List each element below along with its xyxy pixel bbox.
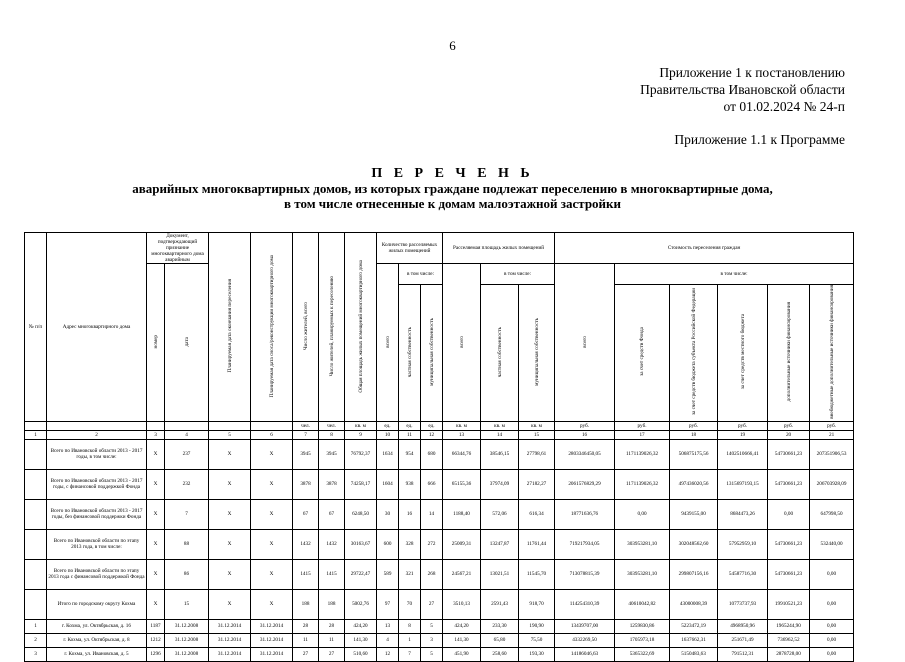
- table-cell: 5150483,63: [670, 647, 718, 661]
- table-cell: X: [251, 499, 293, 529]
- appendix-block: [640, 64, 845, 115]
- table-cell: 31.12.2014: [209, 647, 251, 661]
- row-number-cell: 3: [25, 647, 47, 661]
- table-cell: 11: [319, 633, 345, 647]
- unit-cell: руб.: [555, 421, 615, 430]
- header-extra: дополнительные источники финансирования: [768, 285, 810, 422]
- table-cell: 70: [399, 589, 421, 619]
- table-cell: 2803346450,05: [555, 439, 615, 469]
- units-row: [25, 421, 854, 430]
- header-local: за счет средств местного бюджета: [718, 285, 768, 422]
- table-cell: 299807156,16: [670, 559, 718, 589]
- table-cell: 1415: [293, 559, 319, 589]
- table-cell: 8: [399, 619, 421, 633]
- unit-cell: ед.: [421, 421, 443, 430]
- header-doc: Документ, подтверждающий признание многоквартирного дома аварийным: [147, 233, 209, 264]
- table-cell: 43000008,39: [670, 589, 718, 619]
- table-cell: 303953281,10: [615, 529, 670, 559]
- table-cell: 1212: [147, 633, 165, 647]
- table-cell: 65,80: [481, 633, 519, 647]
- table-cell: X: [147, 529, 165, 559]
- table-cell: 10773737,93: [718, 589, 768, 619]
- table-cell: 5: [421, 647, 443, 661]
- table-row: [25, 559, 854, 589]
- table-cell: 258,60: [481, 647, 519, 661]
- unit-cell: руб.: [670, 421, 718, 430]
- header-rooms-private: частная собственность: [399, 285, 421, 422]
- table-cell: 28: [293, 619, 319, 633]
- table-cell: 38546,15: [481, 439, 519, 469]
- column-number-cell: 11: [399, 430, 421, 439]
- table-cell: 0,00: [810, 559, 854, 589]
- column-number-cell: 8: [319, 430, 345, 439]
- row-number-cell: 2: [25, 633, 47, 647]
- unit-cell: руб.: [718, 421, 768, 430]
- table-cell: 25009,31: [443, 529, 481, 559]
- row-number-cell: [25, 559, 47, 589]
- row-label-cell: Всего по Ивановской области по этапу 2013 года, в том числе:: [47, 529, 147, 559]
- table-cell: 1432: [293, 529, 319, 559]
- column-number-cell: 6: [251, 430, 293, 439]
- table-cell: 31.12.2008: [165, 633, 209, 647]
- table-cell: 1259830,86: [615, 619, 670, 633]
- table-cell: 207351906,53: [810, 439, 854, 469]
- unit-cell-empty: [25, 421, 47, 430]
- header-total-area: Общая площадь жилых помещений многоквартирного дома: [345, 233, 377, 422]
- header-area-private: частная собственность: [481, 285, 519, 422]
- table-cell: 19910521,23: [768, 589, 810, 619]
- row-label-cell: Всего по Ивановской области 2013 - 2017 годы, в том числе:: [47, 439, 147, 469]
- table-cell: 13247,87: [481, 529, 519, 559]
- header-planned-end: Планируемая дата окончания переселения: [209, 233, 251, 422]
- table-row: [25, 439, 854, 469]
- table-cell: 141,30: [345, 633, 377, 647]
- table-cell: 31.12.2014: [251, 633, 293, 647]
- row-number-cell: [25, 589, 47, 619]
- table-cell: 13: [377, 619, 399, 633]
- table-cell: 3878: [319, 469, 345, 499]
- document-title: [0, 166, 905, 211]
- table-cell: 791512,31: [718, 647, 768, 661]
- unit-cell-empty: [165, 421, 209, 430]
- table-cell: 5: [421, 619, 443, 633]
- table-cell: X: [209, 469, 251, 499]
- appendix-line-2: Правительства Ивановской области: [640, 82, 845, 97]
- table-cell: 31.12.2008: [165, 647, 209, 661]
- column-number-cell: 3: [147, 430, 165, 439]
- row-label-cell: г. Кохма, ул. Октябрьская, д. 8: [47, 633, 147, 647]
- column-number-cell: 21: [810, 430, 854, 439]
- table-cell: 321: [399, 559, 421, 589]
- unit-cell-empty: [147, 421, 165, 430]
- table-cell: 572,06: [481, 499, 519, 529]
- table-cell: 27798,61: [519, 439, 555, 469]
- table-cell: 532440,00: [810, 529, 854, 559]
- table-cell: 188: [293, 589, 319, 619]
- row-number-cell: [25, 439, 47, 469]
- table-cell: 3945: [319, 439, 345, 469]
- table-cell: 11761,44: [519, 529, 555, 559]
- header-num: № п/п: [25, 233, 47, 422]
- row-label-cell: Итого по городскому округу Кохма: [47, 589, 147, 619]
- header-address: Адрес многоквартирного дома: [47, 233, 147, 422]
- table-cell: 8684473,26: [718, 499, 768, 529]
- column-number-cell: 7: [293, 430, 319, 439]
- column-number-cell: 10: [377, 430, 399, 439]
- table-cell: 4: [377, 633, 399, 647]
- table-cell: 680: [421, 439, 443, 469]
- table-cell: 1296: [147, 647, 165, 661]
- header-cost-incl: в том числе:: [615, 264, 854, 285]
- table-cell: 12: [377, 647, 399, 661]
- table-cell: 27: [293, 647, 319, 661]
- row-label-cell: г. Кохма, ул. Октябрьская, д. 16: [47, 619, 147, 633]
- column-number-cell: 1: [25, 430, 47, 439]
- table-cell: 193,30: [519, 647, 555, 661]
- table-cell: 24567,21: [443, 559, 481, 589]
- unit-cell-empty: [47, 421, 147, 430]
- title-line-2: аварийных многоквартирных домов, из которых граждане подлежат переселению в многоквартирные дома,: [132, 181, 773, 196]
- table-row: [25, 633, 854, 647]
- table-cell: 3878: [293, 469, 319, 499]
- unit-cell: чел.: [293, 421, 319, 430]
- table-cell: 7: [399, 647, 421, 661]
- table-cell: 1415: [319, 559, 345, 589]
- table-cell: X: [209, 589, 251, 619]
- housing-table: [24, 232, 854, 662]
- unit-cell: руб.: [615, 421, 670, 430]
- header-fund: за счет средств Фонда: [615, 285, 670, 422]
- table-cell: 2878728,00: [768, 647, 810, 661]
- table-cell: X: [147, 469, 165, 499]
- table-row: [25, 647, 854, 661]
- table-cell: 268: [421, 559, 443, 589]
- table-cell: 616,34: [519, 499, 555, 529]
- table-cell: 54730661,23: [768, 469, 810, 499]
- unit-cell-empty: [251, 421, 293, 430]
- table-cell: 31.12.2014: [209, 619, 251, 633]
- table-cell: 27182,27: [519, 469, 555, 499]
- table-cell: 66344,76: [443, 439, 481, 469]
- table-cell: 28: [319, 619, 345, 633]
- table-row: [25, 619, 854, 633]
- table-cell: 11: [293, 633, 319, 647]
- table-cell: 328: [399, 529, 421, 559]
- table-cell: 1315697193,15: [718, 469, 768, 499]
- table-cell: 719217934,05: [555, 529, 615, 559]
- table-cell: 74258,17: [345, 469, 377, 499]
- column-number-cell: 20: [768, 430, 810, 439]
- table-cell: 31.12.2014: [251, 647, 293, 661]
- column-number-cell: 15: [519, 430, 555, 439]
- table-cell: 4968950,96: [718, 619, 768, 633]
- table-cell: 424,20: [345, 619, 377, 633]
- table-cell: 954: [399, 439, 421, 469]
- table-cell: X: [251, 559, 293, 589]
- table-cell: 141,30: [443, 633, 481, 647]
- table-cell: X: [209, 499, 251, 529]
- table-cell: 30163,67: [345, 529, 377, 559]
- appendix-line-1: Приложение 1 к постановлению: [659, 65, 845, 80]
- header-planned-demolish: Планируемая дата сноса/реконструкции многоквартирного дома: [251, 233, 293, 422]
- table-cell: 37974,09: [481, 469, 519, 499]
- header-doc-date: дата: [165, 264, 209, 422]
- column-number-cell: 5: [209, 430, 251, 439]
- table-cell: 29722,47: [345, 559, 377, 589]
- header-regional: за счет средств бюджета субъекта Российской Федерации: [670, 285, 718, 422]
- table-cell: 510,60: [345, 647, 377, 661]
- header-cost-total: всего: [555, 264, 615, 422]
- table-cell: 232: [165, 469, 209, 499]
- table-cell: 0,00: [810, 589, 854, 619]
- table-cell: 0,00: [810, 647, 854, 661]
- table-cell: 88: [165, 529, 209, 559]
- table-cell: 600: [377, 529, 399, 559]
- table-cell: X: [251, 529, 293, 559]
- table-cell: X: [251, 469, 293, 499]
- table-cell: 0,00: [615, 499, 670, 529]
- table-cell: 2061576829,29: [555, 469, 615, 499]
- table-cell: 1171139026,32: [615, 469, 670, 499]
- row-number-cell: [25, 529, 47, 559]
- header-doc-number: номер: [147, 264, 165, 422]
- table-cell: 1705973,18: [615, 633, 670, 647]
- table-cell: 190,90: [519, 619, 555, 633]
- header-residents: Число жителей, всего: [293, 233, 319, 422]
- table-body: [25, 439, 854, 661]
- unit-cell: ед.: [399, 421, 421, 430]
- table-cell: 1637662,31: [670, 633, 718, 647]
- table-cell: 54730661,23: [768, 559, 810, 589]
- table-cell: 1171139026,32: [615, 439, 670, 469]
- table-row: [25, 529, 854, 559]
- row-label-cell: Всего по Ивановской области 2013 - 2017 годы, без финансовой поддержки Фонда: [47, 499, 147, 529]
- table-cell: 30: [377, 499, 399, 529]
- table-cell: X: [209, 559, 251, 589]
- table-cell: X: [147, 499, 165, 529]
- row-label-cell: Всего по Ивановской области по этапу 2013 года с финансовой поддержкой Фонда: [47, 559, 147, 589]
- table-cell: 27: [319, 647, 345, 661]
- table-cell: 451,90: [443, 647, 481, 661]
- table-cell: 27: [421, 589, 443, 619]
- table-cell: 713078815,39: [555, 559, 615, 589]
- table-cell: 272: [421, 529, 443, 559]
- table-cell: 6248,50: [345, 499, 377, 529]
- table-cell: 5223472,19: [670, 619, 718, 633]
- table-cell: 75,50: [519, 633, 555, 647]
- table-cell: X: [147, 439, 165, 469]
- row-number-cell: 1: [25, 619, 47, 633]
- table-cell: 666: [421, 469, 443, 499]
- column-number-cell: 13: [443, 430, 481, 439]
- unit-cell: чел.: [319, 421, 345, 430]
- table-cell: 647998,50: [810, 499, 854, 529]
- header-rooms-count: Количество расселяемых жилых помещений: [377, 233, 443, 264]
- column-number-cell: 4: [165, 430, 209, 439]
- table-cell: X: [251, 439, 293, 469]
- header-area-incl: в том числе:: [481, 264, 555, 285]
- appendix-line-3: от 01.02.2024 № 24-п: [723, 99, 845, 114]
- table-cell: 3945: [293, 439, 319, 469]
- row-number-cell: [25, 499, 47, 529]
- table-cell: 3510,13: [443, 589, 481, 619]
- table-cell: 1432: [319, 529, 345, 559]
- table-cell: 76792,37: [345, 439, 377, 469]
- table-cell: 1604: [377, 469, 399, 499]
- header-area-resettled: Расселяемая площадь жилых помещений: [443, 233, 555, 264]
- page-number: 6: [449, 38, 456, 53]
- table-cell: 97: [377, 589, 399, 619]
- table-cell: 65155,36: [443, 469, 481, 499]
- table-cell: 2591,43: [481, 589, 519, 619]
- table-cell: 5002,76: [345, 589, 377, 619]
- table-cell: 1965244,90: [768, 619, 810, 633]
- table-cell: 0,00: [768, 499, 810, 529]
- column-number-cell: 12: [421, 430, 443, 439]
- table-cell: 15: [165, 589, 209, 619]
- unit-cell: кв. м: [345, 421, 377, 430]
- header-planned-residents: Число жителей, планируемых к переселению: [319, 233, 345, 422]
- unit-cell: руб.: [810, 421, 854, 430]
- unit-cell: кв. м: [519, 421, 555, 430]
- table-row: [25, 589, 854, 619]
- table-cell: 302048562,60: [670, 529, 718, 559]
- table-cell: 13439707,00: [555, 619, 615, 633]
- table-cell: 497436020,56: [670, 469, 718, 499]
- column-number-cell: 18: [670, 430, 718, 439]
- header-area-total: всего: [443, 264, 481, 422]
- table-cell: 5365322,69: [615, 647, 670, 661]
- row-number-cell: [25, 469, 47, 499]
- table-cell: 40610042,82: [615, 589, 670, 619]
- table-cell: 11545,70: [519, 559, 555, 589]
- table-cell: X: [147, 589, 165, 619]
- table-cell: X: [147, 559, 165, 589]
- table-cell: 303953281,10: [615, 559, 670, 589]
- table-cell: 506875175,56: [670, 439, 718, 469]
- table-cell: 54730661,23: [768, 439, 810, 469]
- title-line-1: П Е Р Е Ч Е Н Ь: [371, 166, 534, 181]
- table-cell: 67: [319, 499, 345, 529]
- table-row: [25, 469, 854, 499]
- unit-cell: кв. м: [443, 421, 481, 430]
- table-cell: 0,00: [810, 619, 854, 633]
- table-cell: 206703928,09: [810, 469, 854, 499]
- table-cell: 31.12.2008: [165, 619, 209, 633]
- table-cell: 14: [421, 499, 443, 529]
- table-cell: 1188,40: [443, 499, 481, 529]
- table-cell: 3: [421, 633, 443, 647]
- unit-cell: кв. м: [481, 421, 519, 430]
- column-number-cell: 9: [345, 430, 377, 439]
- column-number-cell: 2: [47, 430, 147, 439]
- header-rooms-incl: в том числе:: [399, 264, 443, 285]
- row-label-cell: г. Кохма, ул. Ивановская, д. 5: [47, 647, 147, 661]
- header-rooms-municipal: муниципальная собственность: [421, 285, 443, 422]
- header-area-municipal: муниципальная собственность: [519, 285, 555, 422]
- header-extra-unused: внебюджетные дополнительные источники финансирования: [810, 285, 854, 422]
- table-cell: 67: [293, 499, 319, 529]
- unit-cell: ед.: [377, 421, 399, 430]
- table-cell: 31.12.2014: [251, 619, 293, 633]
- table-cell: X: [209, 439, 251, 469]
- table-cell: 589: [377, 559, 399, 589]
- table-cell: 0,00: [810, 633, 854, 647]
- header-cost: Стоимость переселения граждан: [555, 233, 854, 264]
- table-cell: 31.12.2014: [209, 633, 251, 647]
- table-cell: 736962,52: [768, 633, 810, 647]
- table-cell: 7: [165, 499, 209, 529]
- table-cell: 918,70: [519, 589, 555, 619]
- table-cell: 424,20: [443, 619, 481, 633]
- table-cell: X: [251, 589, 293, 619]
- table-cell: 1634: [377, 439, 399, 469]
- table-cell: 188: [319, 589, 345, 619]
- table-cell: 14186046,63: [555, 647, 615, 661]
- table-cell: 54587716,30: [718, 559, 768, 589]
- table-cell: 1187: [147, 619, 165, 633]
- appendix-line-4: Приложение 1.1 к Программе: [674, 132, 845, 147]
- unit-cell-empty: [209, 421, 251, 430]
- unit-cell: руб.: [768, 421, 810, 430]
- table-cell: 114254310,39: [555, 589, 615, 619]
- table-cell: 57952959,10: [718, 529, 768, 559]
- table-cell: 237: [165, 439, 209, 469]
- table-row: [25, 499, 854, 529]
- column-number-cell: 16: [555, 430, 615, 439]
- header-rooms-total: всего: [377, 264, 399, 422]
- title-line-3: в том числе отнесенные к домам малоэтажной застройки: [283, 196, 622, 211]
- table-cell: 18771636,76: [555, 499, 615, 529]
- table-cell: 54730661,23: [768, 529, 810, 559]
- table-cell: 1402510666,41: [718, 439, 768, 469]
- table-cell: 251671,49: [718, 633, 768, 647]
- table-cell: X: [209, 529, 251, 559]
- table-cell: 9439155,00: [670, 499, 718, 529]
- table-cell: 233,30: [481, 619, 519, 633]
- column-number-cell: 17: [615, 430, 670, 439]
- table-cell: 13021,51: [481, 559, 519, 589]
- table-cell: 1: [399, 633, 421, 647]
- table-cell: 938: [399, 469, 421, 499]
- table-cell: 16: [399, 499, 421, 529]
- column-number-cell: 14: [481, 430, 519, 439]
- column-number-cell: 19: [718, 430, 768, 439]
- table-cell: 4332269,50: [555, 633, 615, 647]
- row-label-cell: Всего по Ивановской области 2013 - 2017 годы, с финансовой поддержкой Фонда: [47, 469, 147, 499]
- column-numbers-row: [25, 430, 854, 439]
- table-cell: 86: [165, 559, 209, 589]
